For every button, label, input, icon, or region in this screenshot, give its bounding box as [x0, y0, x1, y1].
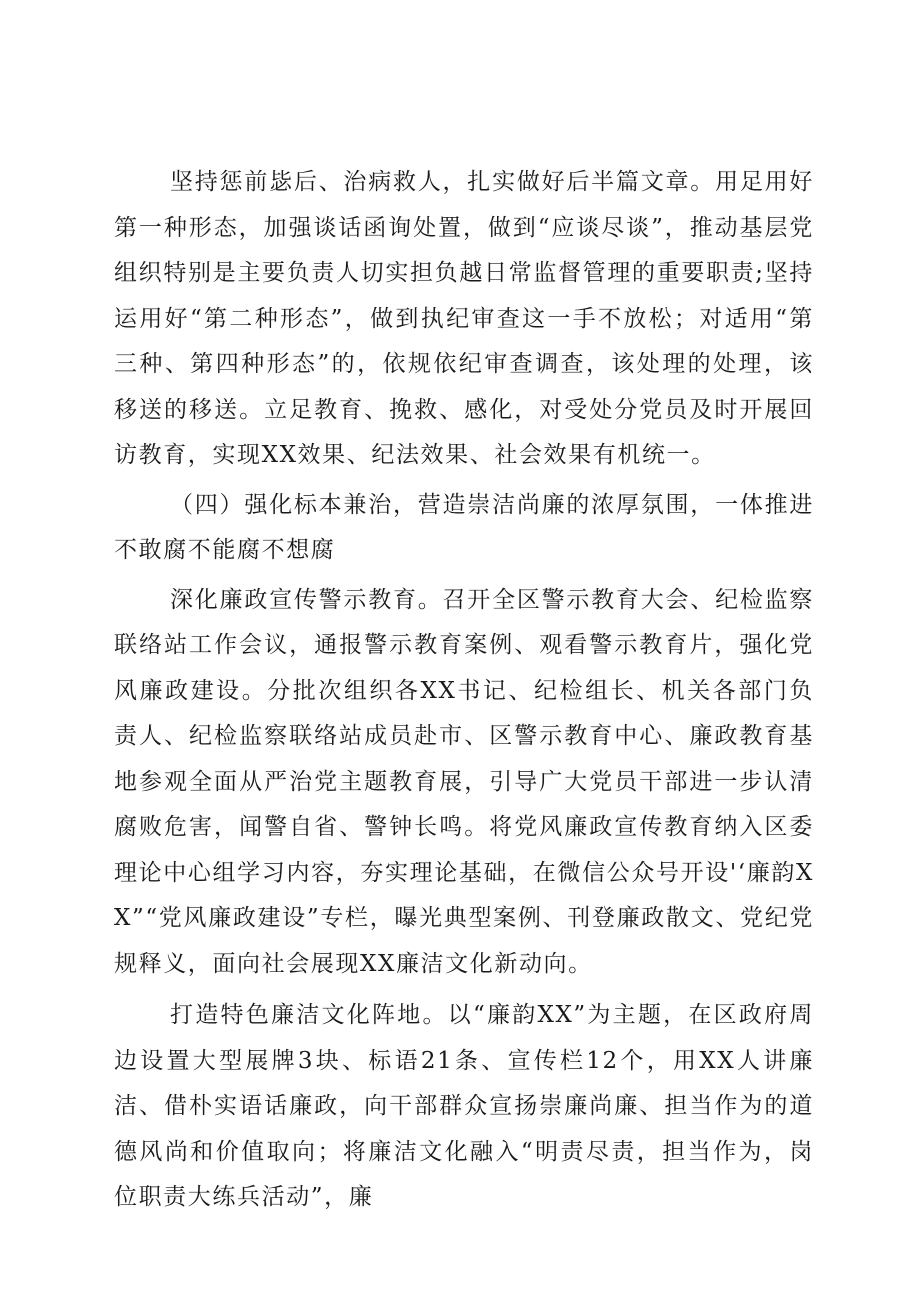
paragraph-discipline-forms: 坚持惩前毖后、治病救人，扎实做好后半篇文章。用足用好第一种形态，加强谈话函询处置，做到“应谈尽谈”，推动基层党组织特别是主要负责人切实担负越日常监督管理的重要职责;坚持运用好“第二种形态”，做到执纪审查这一手不放松；对适用“第三种、第四种形态”的，依规依纪审查调查，该处理的处理，该移送的移送。立足教育、挽救、感化，对受处分党员及时开展回访教育，实现XX效果、纪法效果、社会效果有机统一。 [114, 169, 814, 468]
document-body [114, 160, 814, 1221]
paragraph-warning-education: 深化廉政宣传警示教育。召开全区警示教育大会、纪检监察联络站工作会议，通报警示教育案例、观看警示教育片，强化党风廉政建设。分批次组织各XX书记、纪检组长、机关各部门负责人、纪检监察联络站成员赴市、区警示教育中心、廉政教育基地参观全面从严治党主题教育展，引导广大党员干部进一步认清腐败危害，闻警自省、警钟长鸣。将党风廉政宣传教育纳入区委理论中心组学习内容，夯实理论基础，在微信公众号开设'‘廉韵XX”“党风廉政建设”专栏，曝光典型案例、刊登廉政散文、党纪党规释义，面向社会展现XX廉洁文化新动向。 [114, 586, 814, 977]
section-heading-4: （四）强化标本兼治，营造崇洁尚廉的浓厚氛围，一体推进不敢腐不能腐不想腐 [114, 491, 814, 563]
paragraph-integrity-culture: 打造特色廉洁文化阵地。以“廉韵XX”为主题，在区政府周边设置大型展牌3块、标语21条、宣传栏12个，用XX人讲廉洁、借朴实语话廉政，向干部群众宣扬崇廉尚廉、担当作为的道德风尚和价值取向；将廉洁文化融入“明责尽责，担当作为，岗位职责大练兵活动”，廉 [114, 1002, 814, 1210]
